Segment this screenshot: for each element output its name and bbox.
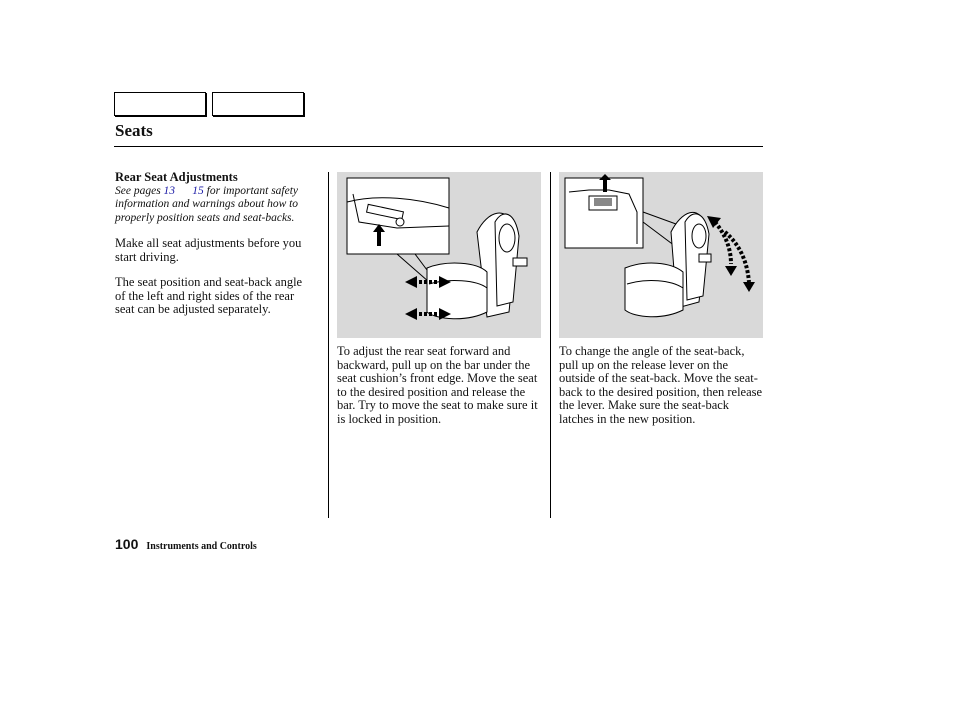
section-subheading: Rear Seat Adjustments xyxy=(115,170,238,184)
paragraph-adjust-before-driving: Make all seat adjustments before you start driving. xyxy=(115,236,302,264)
page-link-13[interactable]: 13 xyxy=(163,184,176,197)
paragraph-separate-adjust: The seat position and seat-back angle of the left and right sides of the rear seat can be adjusted separately. xyxy=(115,275,303,316)
note-suffix: for important safety information and warnings about how to properly position seats and seat-backs. xyxy=(115,184,299,224)
page-link-15[interactable]: 15 xyxy=(192,184,204,197)
page-title: Seats xyxy=(115,121,153,140)
caption-seat-back-recline: To change the angle of the seat-back, pull up on the release lever on the outside of the seat-back. Move the seat-back to the desired position, then release the lever. Make sure the seat-back latches in the new position. xyxy=(559,344,763,426)
page-number: 100 xyxy=(115,536,139,552)
nav-button-next[interactable] xyxy=(212,92,304,116)
caption-seat-slide: To adjust the rear seat forward and backward, pull up on the bar under the seat cushion’s front edge. Move the seat to the desired position and release the bar. Try to move the seat to make sure it is locked in position. xyxy=(337,344,538,426)
safety-note xyxy=(115,185,315,226)
column-divider-right xyxy=(550,172,551,518)
title-divider xyxy=(114,146,763,147)
page-footer xyxy=(115,536,257,554)
seat-slide-illustration xyxy=(337,172,541,338)
left-column xyxy=(115,171,315,317)
nav-button-previous[interactable] xyxy=(114,92,206,116)
column-divider-left xyxy=(328,172,329,518)
seat-back-recline-illustration xyxy=(559,172,763,338)
section-name: Instruments and Controls xyxy=(146,541,257,552)
note-prefix: See pages xyxy=(115,184,164,197)
